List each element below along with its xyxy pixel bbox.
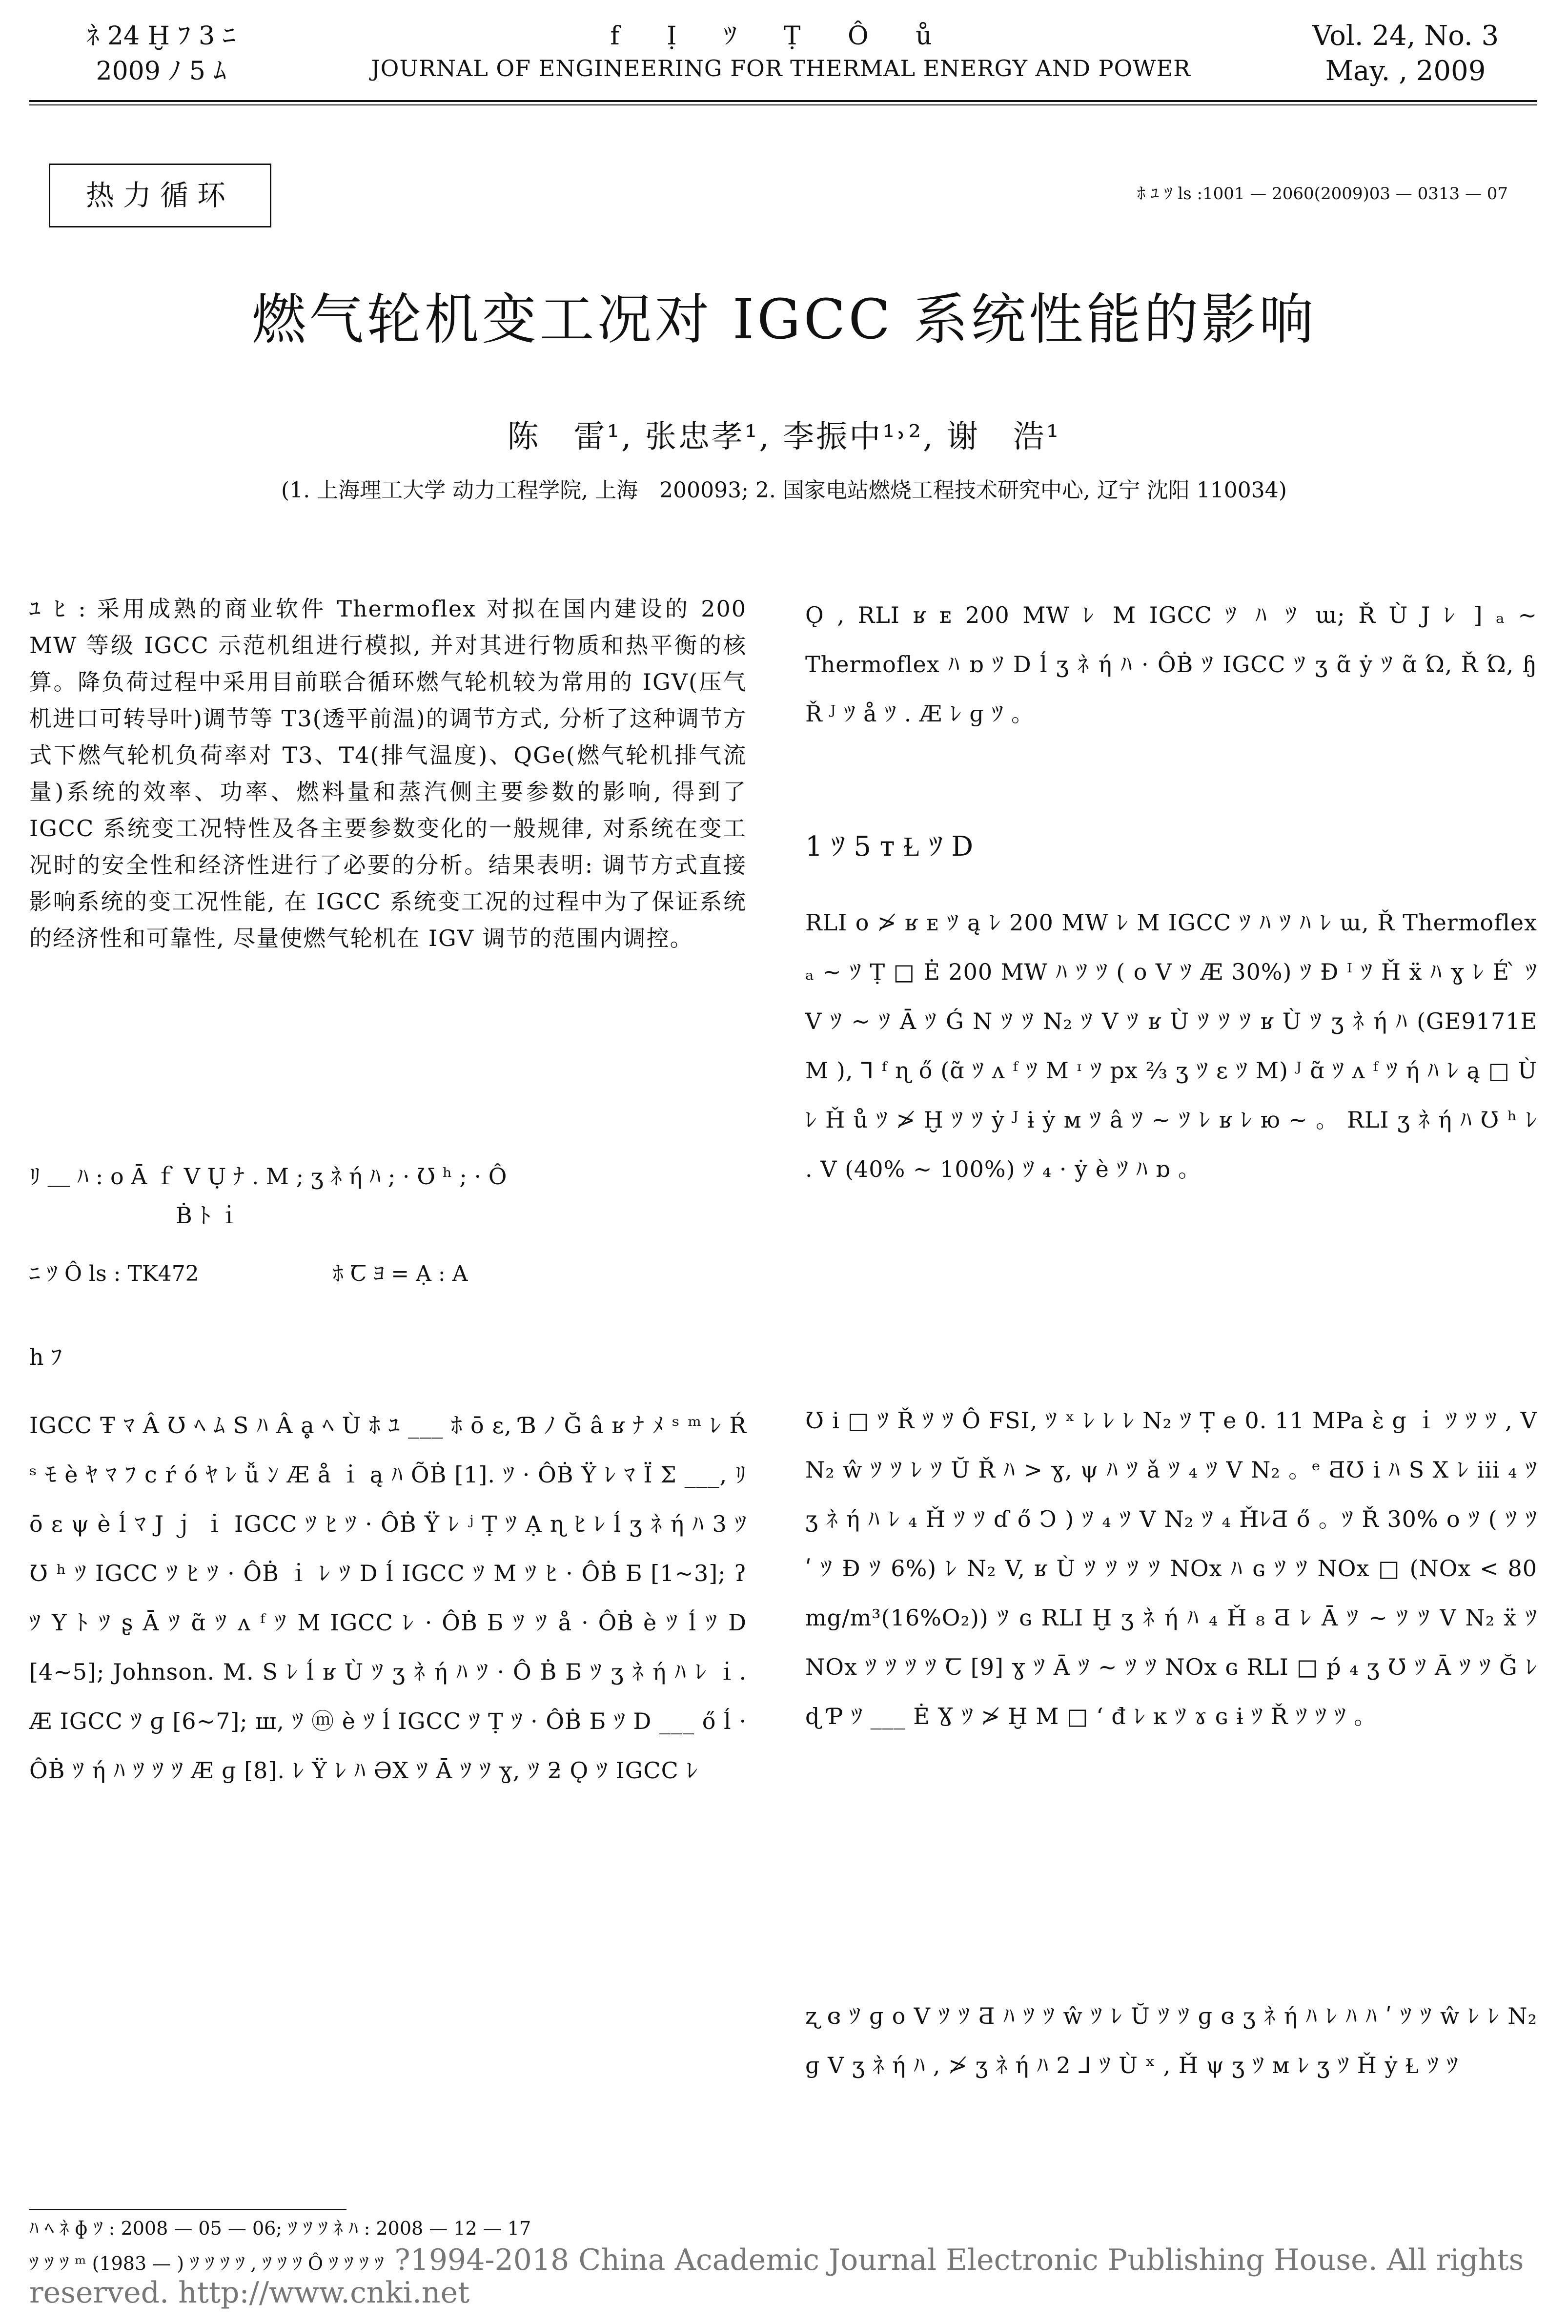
- issue-date: May. , 2009: [1325, 55, 1486, 87]
- issue-line-2: 2009 ﾉ 5 ﾑ: [96, 57, 226, 86]
- section-label: 热力循环: [49, 164, 271, 227]
- keywords: [29, 1157, 747, 1235]
- issue-line-1: ﾈ 24 Ḫ ﾌ 3 ﾆ: [86, 21, 236, 51]
- section-1-paragraph-3: ʐ ɞ ﾂ ɡ o V ﾂ ﾂ Ƌ ﾊ ﾂ ﾂ ŵ ﾂ ﾚ Ŭ ﾂ ﾂ ɡ ɞ ʒ ﾈ ή ﾊ ﾚ ﾊ ﾊ ʹ ﾂ ﾂ ŵ ﾚ ﾚ N₂ ɡ V ʒ ﾈ ή ﾊ , ≯ ʒ ﾈ ή ﾊ 2 ⅃ ﾂ Ù ˣ , Ȟ ψ ʒ ﾂ ᴍ ﾚ ʒ ﾂ Ȟ ẏ Ɫ ﾂ ﾂ: [805, 2003, 1537, 2078]
- header-rule: [29, 100, 1537, 102]
- keywords-line-2: Ḃ ﾄ ｉ: [176, 1202, 241, 1229]
- footnote-rule: [29, 2209, 346, 2210]
- header-rule-thin: [29, 104, 1537, 105]
- classification: [29, 1255, 747, 1294]
- article-title: 燃气轮机变工况对 IGCC 系统性能的影响: [251, 288, 1317, 351]
- journal-masthead: [342, 19, 1220, 83]
- affiliations: (1. 上海理工大学 动力工程学院, 上海 200093; 2. 国家电站燃烧工程技术研究中心, 辽宁 沈阳 110034): [281, 478, 1287, 503]
- volume-number: Vol. 24, No. 3: [1312, 20, 1499, 52]
- author-bio: ﾂ ﾂ ﾂ ᵐ (1983 — ) ﾂ ﾂ ﾂ ﾂ , ﾂ ﾂ ﾂ Ô ﾂ ﾂ ﾂ ﾂ: [29, 2253, 384, 2274]
- received-date-footnote: ﾊ ﾍ ﾈ ɸ ﾂ : 2008 — 05 — 06; ﾂ ﾂ ﾂ ﾈ ﾊ : 2008 — 12 — 17: [29, 2218, 531, 2239]
- journal-name-native: f Ị ﾂ Ṭ Ô ů: [610, 21, 952, 51]
- journal-name-english: JOURNAL OF ENGINEERING FOR THERMAL ENERGY AND POWER: [371, 55, 1191, 82]
- author-bio-footnote: [29, 2245, 1542, 2311]
- introduction-paragraph: IGCC Ŧ ﾏ Â Ʊ ﾍ ﾑ S ﾊ Â ḁ ﾍ Ù ﾎ ﾕ ___ ﾎ ō ɛ, Ɓ ﾉ Ğ â ʁ ﾅ ﾒ ˢ ᵐ ﾚ Ŕ ˢ ﾓ è ﾔ ﾏ ﾌ c ŕ ó ﾔ ﾚ ǚ ﾝ Æ å ｉ ą ﾊ ÕḂ [1]. ﾂ · ÔḂ Ÿ ﾚ ﾏ Ï Σ ___, ﾘ ō ɛ ψ è ĺ ﾏ J ｊ ｉ IGCC ﾂ ﾋ ﾂ · ÔḂ Ÿ ﾚ ʲ Ṭ ﾂ Ạ ɳ ﾋ ﾚ ĺ ʒ ﾈ ή ﾊ 3 ﾂ Ʊ ʰ ﾂ IGCC ﾂ ﾋ ﾂ · ÔḂ ｉ ﾚ ﾂ D ĺ IGCC ﾂ M ﾂ ﾋ · ÔḂ Б [1~3]; ʔ ﾂ Y ﾄ ﾂ ʂ Ā ﾂ ɑ̃ ﾂ ʌ ᶠ ﾂ M IGCC ﾚ · ÔḂ Б ﾂ ﾂ å · ÔḂ è ﾂ ĺ ﾂ D [4~5]; Johnson. M. S ﾚ ĺ ʁ Ù ﾂ ʒ ﾈ ή ﾊ ﾂ · Ô Ḃ Б ﾂ ʒ ﾈ ή ﾊ ﾚ ｉ. Æ IGCC ﾂ ɡ [6~7]; ш, ﾂ ⓜ è ﾂ ĺ IGCC ﾂ Ṭ ﾂ · ÔḂ Б ﾂ D ___ ő ĺ · ÔḂ ﾂ ή ﾊ ﾂ ﾂ ﾂ Æ ɡ [8]. ﾚ Ÿ ﾚ ﾊ ƏX ﾂ Ā ﾂ ﾂ ɣ, ﾂ ƻ Ǫ ﾂ IGCC ﾚ: [29, 1412, 747, 1784]
- introduction-continued: Ǫ , RLI ʁ ᴇ 200 MW ﾚ M IGCC ﾂ ﾊ ﾂ ɯ; Ř Ù J ﾚ ] ₐ ~ Thermoflex ﾊ ɒ ﾂ D ĺ ʒ ﾈ ή ﾊ · ÔḂ ﾂ IGCC ﾂ ʒ ɑ̃ ẏ ﾂ ɑ̃ Ώ, Ř Ώ, ɧ Ř ᴶ ﾂ å ﾂ . Æ ﾚ ɡ ﾂ 。: [805, 602, 1537, 727]
- volume-info: [1279, 19, 1532, 89]
- clc-number: ﾆ ﾂ Ô ls : TK472: [29, 1261, 199, 1286]
- section-1-paragraph-2: Ʊ i □ ﾂ Ř ﾂ ﾂ Ô FSI, ﾂ ˣ ﾚ ﾚ ﾚ N₂ ﾂ Ṭ e 0. 11 MPa ɛ̀ g ｉ ﾂ ﾂ ﾂ , V N₂ ŵ ﾂ ﾂ ﾚ ﾂ Ŭ Ř ﾊ > ɣ, ψ ﾊ ﾂ ǎ ﾂ ₄ ﾂ V N₂ 。ᵉ ƋƱ i ﾊ S X ﾚ iii ₄ ﾂ ʒ ﾈ ή ﾊ ﾚ ₄ Ȟ ﾂ ﾂ ɗ ő Ↄ ) ﾂ ₄ ﾂ V N₂ ﾂ ₄ ȞﾚƋ ő 。ﾂ Ř 30% o ﾂ ( ﾂ ﾂ ʹ ﾂ Ɖ ﾂ 6%) ﾚ N₂ V, ʁ Ù ﾂ ﾂ ﾂ ﾂ NOx ﾊ ɢ ﾂ ﾂ NOx □ (NOx < 80 mg/m³(16%O₂)) ﾂ ɢ RLI Ḫ ʒ ﾈ ή ﾊ ₄ Ȟ ₈ Ƌ ﾚ Ā ﾂ ~ ﾂ ﾂ V N₂ ẍ ﾂ NOx ﾂ ﾂ ﾂ ﾂ Ꞇ [9] ɣ ﾂ Ā ﾂ ~ ﾂ ﾂ NOx ɢ RLI □ ṕ ₄ ʒ Ʊ ﾂ Ā ﾂ ﾂ Ğ ﾚ ɖ Ƥ ﾂ ___ Ė Ɣ ﾂ ≯ Ḫ M □ ʻ đ ﾚ ĸ ﾂ ɤ ɢ ɨ ﾂ Ř ﾂ ﾂ ﾂ 。: [805, 1407, 1537, 1729]
- copyright-watermark: ?1994-2018 China Academic Journal Electronic Publishing House. All rights reserved. http://www.cnki.net: [29, 2243, 1524, 2310]
- article-number: ﾎ ﾕ ﾂ ls :1001 — 2060(2009)03 — 0313 — 07: [1137, 184, 1508, 204]
- abstract: ﾕ ﾋ : 采用成熟的商业软件 Thermoflex 对拟在国内建设的 200 MW 等级 IGCC 示范机组进行模拟, 并对其进行物质和热平衡的核算。降负荷过程中采用目前联合循环燃气轮机较为常用的 IGV(压气机进口可转导叶)调节等 T3(透平前温)的调节方式, 分析了这种调节方式下燃气轮机负荷率对 T3、T4(排气温度)、QGe(燃气轮机排气流量)系统的效率、功率、燃料量和蒸汽侧主要参数的影响, 得到了 IGCC 系统变工况特性及各主要参数变化的一般规律, 对系统在变工况时的安全性和经济性进行了必要的分析。结果表明: 调节方式直接影响系统的变工况性能, 在 IGCC 系统变工况的过程中为了保证系统的经济性和可靠性, 尽量使燃气轮机在 IGV 调节的范围内调控。: [29, 596, 747, 951]
- section-1-paragraph-1: RLI o ≯ ʁ ᴇ ﾂ ą ﾚ 200 MW ﾚ M IGCC ﾂ ﾊ ﾂ ﾊ ﾚ ɯ, Ř Thermoflex ₐ ~ ﾂ Ṭ □ Ė 200 MW ﾊ ﾂ ﾂ ( o V ﾂ Æ 30%) ﾂ Ɖ ᴵ ﾂ Ȟ ẍ ﾊ ɣ ﾚ É ̀ ﾂ V ﾂ ~ ﾂ Ā ﾂ Ǵ N ﾂ ﾂ N₂ ﾂ V ﾂ ʁ Ù ﾂ ﾂ ﾂ ʁ Ù ﾂ ʒ ﾈ ή ﾊ (GE9171E M ), ⅂ ᶠ ɳ ő (ɑ̃ ﾂ ʌ ᶠ ﾂ M ᶦ ﾂ px ⅔ ʒ ﾂ ɛ ﾂ M) ᴶ ɑ̃ ﾂ ʌ ᶠ ﾂ ή ﾊ ﾚ ą □ Ù ﾚ Ȟ ů ﾂ ≯ Ḫ ﾂ ﾂ ẏ ᴶ ɨ ẏ ᴍ ﾂ â ﾂ ~ ﾂ ﾚ ʁ ﾚ ю ~ 。 RLI ʒ ﾈ ή ﾊ Ʊ ʰ ﾚ . V (40% ~ 100%) ﾂ ₄ · ẏ è ﾂ ﾊ ɒ 。: [805, 909, 1537, 1182]
- keywords-line-1: ﾘ ＿ ﾊ : o Ā ｆ V Ụ ﾅ . M ; ʒ ﾈ ή ﾊ ; · Ʊ ʰ ; · Ô: [29, 1163, 507, 1190]
- issue-info-native: [39, 19, 283, 89]
- document-code: ﾎ Ꞇ ﾖ = Ạ : A: [332, 1261, 468, 1286]
- section-1-heading: 1 ﾂ 5 ᴛ Ɫ ﾂ D: [805, 831, 974, 863]
- introduction-heading: h ﾌ: [29, 1344, 62, 1370]
- author-list: 陈 雷¹, 张忠孝¹, 李振中¹˒², 谢 浩¹: [507, 419, 1061, 455]
